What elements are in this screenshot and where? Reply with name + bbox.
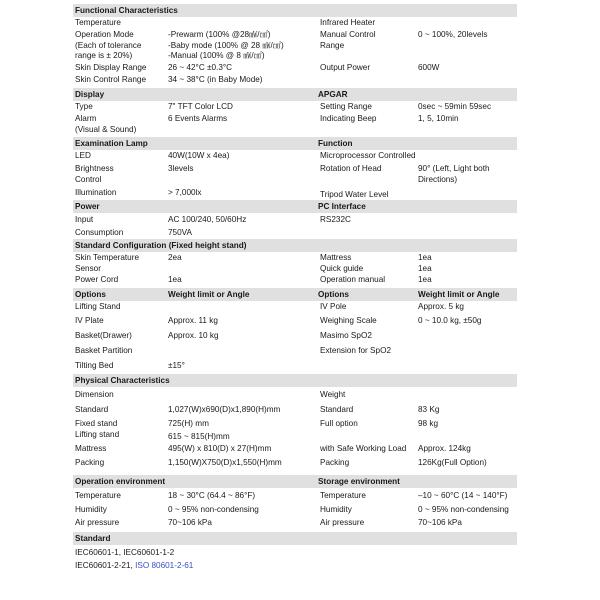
value-illumination: > 7,000lx [168, 188, 202, 197]
label-rotation: Rotation of Head [320, 164, 382, 173]
title-weight-limit: Weight limit or Angle [168, 290, 250, 299]
section-header-display [73, 88, 517, 101]
spec-block-environment [73, 488, 517, 532]
label-full-option: Full option [320, 419, 358, 428]
label-brightness: Brightness [75, 164, 114, 173]
label-temperature: Temperature [75, 491, 121, 500]
value-microprocessor: Microprocessor Controlled [320, 151, 416, 160]
value-alarm: 6 Events Alarms [168, 114, 228, 123]
value-skin-display: 26 ~ 42°C ±0.3°C [168, 63, 233, 72]
label-weight-packing: Packing [320, 458, 350, 467]
value-st-temperature: –10 ~ 60°C (14 ~ 140°F) [418, 491, 508, 500]
label-brightness: Control [75, 174, 102, 184]
section-header-physical: Physical Characteristics [73, 374, 517, 387]
value-weight-standard: 83 Kg [418, 405, 440, 414]
label-operation-mode: (Each of tolerance [75, 40, 142, 50]
value-op-temperature: 18 ~ 30°C (64.4 ~ 86°F) [168, 491, 256, 500]
label-standard: Standard [75, 405, 109, 414]
standard-iso: ISO 80601-2-61 [135, 561, 194, 570]
title-display: Display [75, 90, 105, 99]
label-weight: Weight [320, 390, 346, 399]
label-manual-control: Range [320, 40, 345, 50]
label-safe-working-load: with Safe Working Load [320, 444, 407, 453]
value-brightness: 3levels [168, 164, 194, 173]
option-name: Basket(Drawer) [75, 331, 132, 340]
section-header-std-config: Standard Configuration (Fixed height stand) [73, 239, 517, 252]
value-op-pressure: 70~106 kPa [168, 518, 212, 527]
value-operation-manual: 1ea [418, 275, 432, 284]
label-type: Type [75, 102, 93, 111]
value-st-pressure: 70~106 kPa [418, 518, 462, 527]
value-mattress: 1ea [418, 253, 432, 262]
label-operation-mode: range is ± 20%) [75, 51, 133, 60]
section-header-power [73, 200, 517, 213]
label-packing: Packing [75, 458, 105, 467]
label-humidity: Humidity [320, 505, 352, 514]
option-value: ±15° [168, 361, 185, 370]
standard-line [75, 561, 193, 572]
label-infrared-heater: Infrared Heater [320, 18, 376, 27]
option-name: IV Pole [320, 302, 347, 311]
value-mattress-dim: 495(W) x 810(D) x 27(H)mm [168, 444, 272, 453]
value-consumption: 750VA [168, 228, 192, 237]
label-manual-control: Manual Control [320, 30, 376, 39]
value-weight-packing: 126Kg(Full Option) [418, 458, 487, 467]
section-header-options [73, 288, 517, 301]
label-consumption: Consumption [75, 228, 124, 237]
value-indicating-beep: 1, 5, 10min [418, 114, 459, 123]
label-mattress: Mattress [320, 253, 352, 262]
label-quick-guide: Quick guide [320, 263, 364, 273]
spec-row-brightness [73, 163, 517, 187]
value-type: 7" TFT Color LCD [168, 102, 233, 111]
title-storage-environment: Storage environment [318, 477, 400, 486]
label-alarm: Alarm [75, 114, 97, 123]
spec-block-physical [73, 387, 517, 475]
option-value: Approx. 11 kg [168, 316, 218, 325]
label-input: Input [75, 215, 94, 224]
title-options: Options [75, 290, 106, 299]
value-manual-control: 0 ~ 100%, 20levels [418, 30, 488, 39]
options-list [73, 301, 517, 374]
spec-block-standard [73, 545, 517, 573]
value-power-cord: 1ea [168, 275, 182, 284]
option-name: Extension for SpO2 [320, 346, 391, 355]
label-temperature: Temperature [320, 491, 366, 500]
title-power: Power [75, 202, 100, 211]
title-weight-limit: Weight limit or Angle [418, 290, 500, 299]
value-full-option: 98 kg [418, 419, 439, 428]
label-skin-sensor: Sensor [75, 263, 101, 273]
value-skin-sensor: 2ea [168, 253, 182, 262]
section-header-functional: Functional Characteristics [73, 4, 517, 17]
label-led: LED [75, 151, 91, 160]
label-humidity: Humidity [75, 505, 107, 514]
value-safe-working-load: Approx. 124kg [418, 444, 471, 453]
title-operation-environment: Operation environment [75, 477, 166, 486]
spec-row [73, 62, 517, 74]
title-pc-interface: PC Interface [318, 202, 366, 211]
label-skin-control: Skin Control Range [75, 75, 146, 84]
option-value: Approx. 10 kg [168, 331, 219, 340]
value-st-humidity: 0 ~ 95% non-condensing [418, 505, 509, 514]
value-operation-mode: -Manual (100% @ 8 ㎽/㎠) [168, 51, 265, 60]
spec-row [73, 227, 517, 239]
value-skin-control: 34 ~ 38°C (in Baby Mode) [168, 75, 263, 84]
title-options: Options [318, 290, 349, 299]
option-name: Masimo SpO2 [320, 331, 372, 340]
spec-row-alarm [73, 113, 517, 137]
value-setting-range: 0sec ~ 59min 59sec [418, 102, 492, 111]
label-skin-sensor: Skin Temperature [75, 253, 140, 262]
label-air-pressure: Air pressure [320, 518, 365, 527]
label-air-pressure: Air pressure [75, 518, 120, 527]
value-standard: 1,027(W)x690(D)x1,890(H)mm [168, 405, 281, 414]
title-apgar: APGAR [318, 90, 348, 99]
value-operation-mode: -Prewarm (100% @28㎽/㎠) [168, 30, 271, 39]
spec-row [73, 74, 517, 88]
label-output-power: Output Power [320, 63, 371, 72]
section-header-standard: Standard [73, 532, 517, 545]
spec-block-std-config [73, 252, 517, 288]
spec-row [73, 213, 517, 227]
value-output-power: 600W [418, 63, 440, 72]
option-value: 0 ~ 10.0 kg, ±50g [418, 316, 482, 325]
value-op-humidity: 0 ~ 95% non-condensing [168, 505, 259, 514]
spec-row [73, 101, 517, 113]
label-fixed-stand: Fixed stand [75, 419, 118, 428]
title-function: Function [318, 139, 353, 148]
label-temperature: Temperature [75, 18, 121, 27]
value-pc-interface: RS232C [320, 215, 351, 224]
section-header-environment [73, 475, 517, 488]
standard-iec: IEC60601-2-21, [75, 561, 136, 570]
label-operation-manual: Operation manual [320, 275, 386, 284]
value-packing: 1,150(W)X750(D)x1,550(H)mm [168, 458, 282, 467]
label-power-cord: Power Cord [75, 275, 119, 284]
label-skin-display: Skin Display Range [75, 63, 147, 72]
label-indicating-beep: Indicating Beep [320, 114, 377, 123]
value-rotation: Directions) [418, 174, 458, 184]
option-name: Lifting Stand [75, 302, 121, 311]
value-input: AC 100/240, 50/60Hz [168, 215, 247, 224]
label-alarm: (Visual & Sound) [75, 124, 137, 134]
value-led: 40W(10W x 4ea) [168, 151, 230, 160]
label-dimension: Dimension [75, 390, 114, 399]
spec-row [73, 17, 517, 29]
title-exam-lamp: Examination Lamp [75, 139, 148, 148]
value-rotation: 90° (Left, Light both [418, 164, 490, 173]
label-lifting-stand: Lifting stand [75, 429, 120, 439]
label-setting-range: Setting Range [320, 102, 372, 111]
option-name: IV Plate [75, 316, 104, 325]
option-name: Weighing Scale [320, 316, 377, 325]
label-operation-mode: Operation Mode [75, 30, 134, 39]
label-weight-standard: Standard [320, 405, 354, 414]
option-name: Basket Partition [75, 346, 133, 355]
value-operation-mode: -Baby mode (100% @ 28 ㎽/㎠) [168, 40, 284, 50]
section-header-exam-lamp [73, 137, 517, 150]
value-quick-guide: 1ea [418, 263, 432, 273]
option-name: Tilting Bed [75, 361, 114, 370]
value-fixed-stand: 725(H) mm [168, 419, 209, 428]
value-tripod: Tripod Water Level [320, 190, 389, 199]
label-mattress-dim: Mattress [75, 444, 107, 453]
spec-row-operation-mode [73, 29, 517, 62]
value-lifting-stand: 615 ~ 815(H)mm [168, 432, 230, 441]
option-value: Approx. 5 kg [418, 302, 464, 311]
label-illumination: Illumination [75, 188, 117, 197]
spec-sheet [73, 4, 517, 573]
standard-line: IEC60601-1, IEC60601-1-2 [75, 548, 175, 557]
spec-row [73, 187, 517, 199]
spec-row [73, 150, 517, 163]
